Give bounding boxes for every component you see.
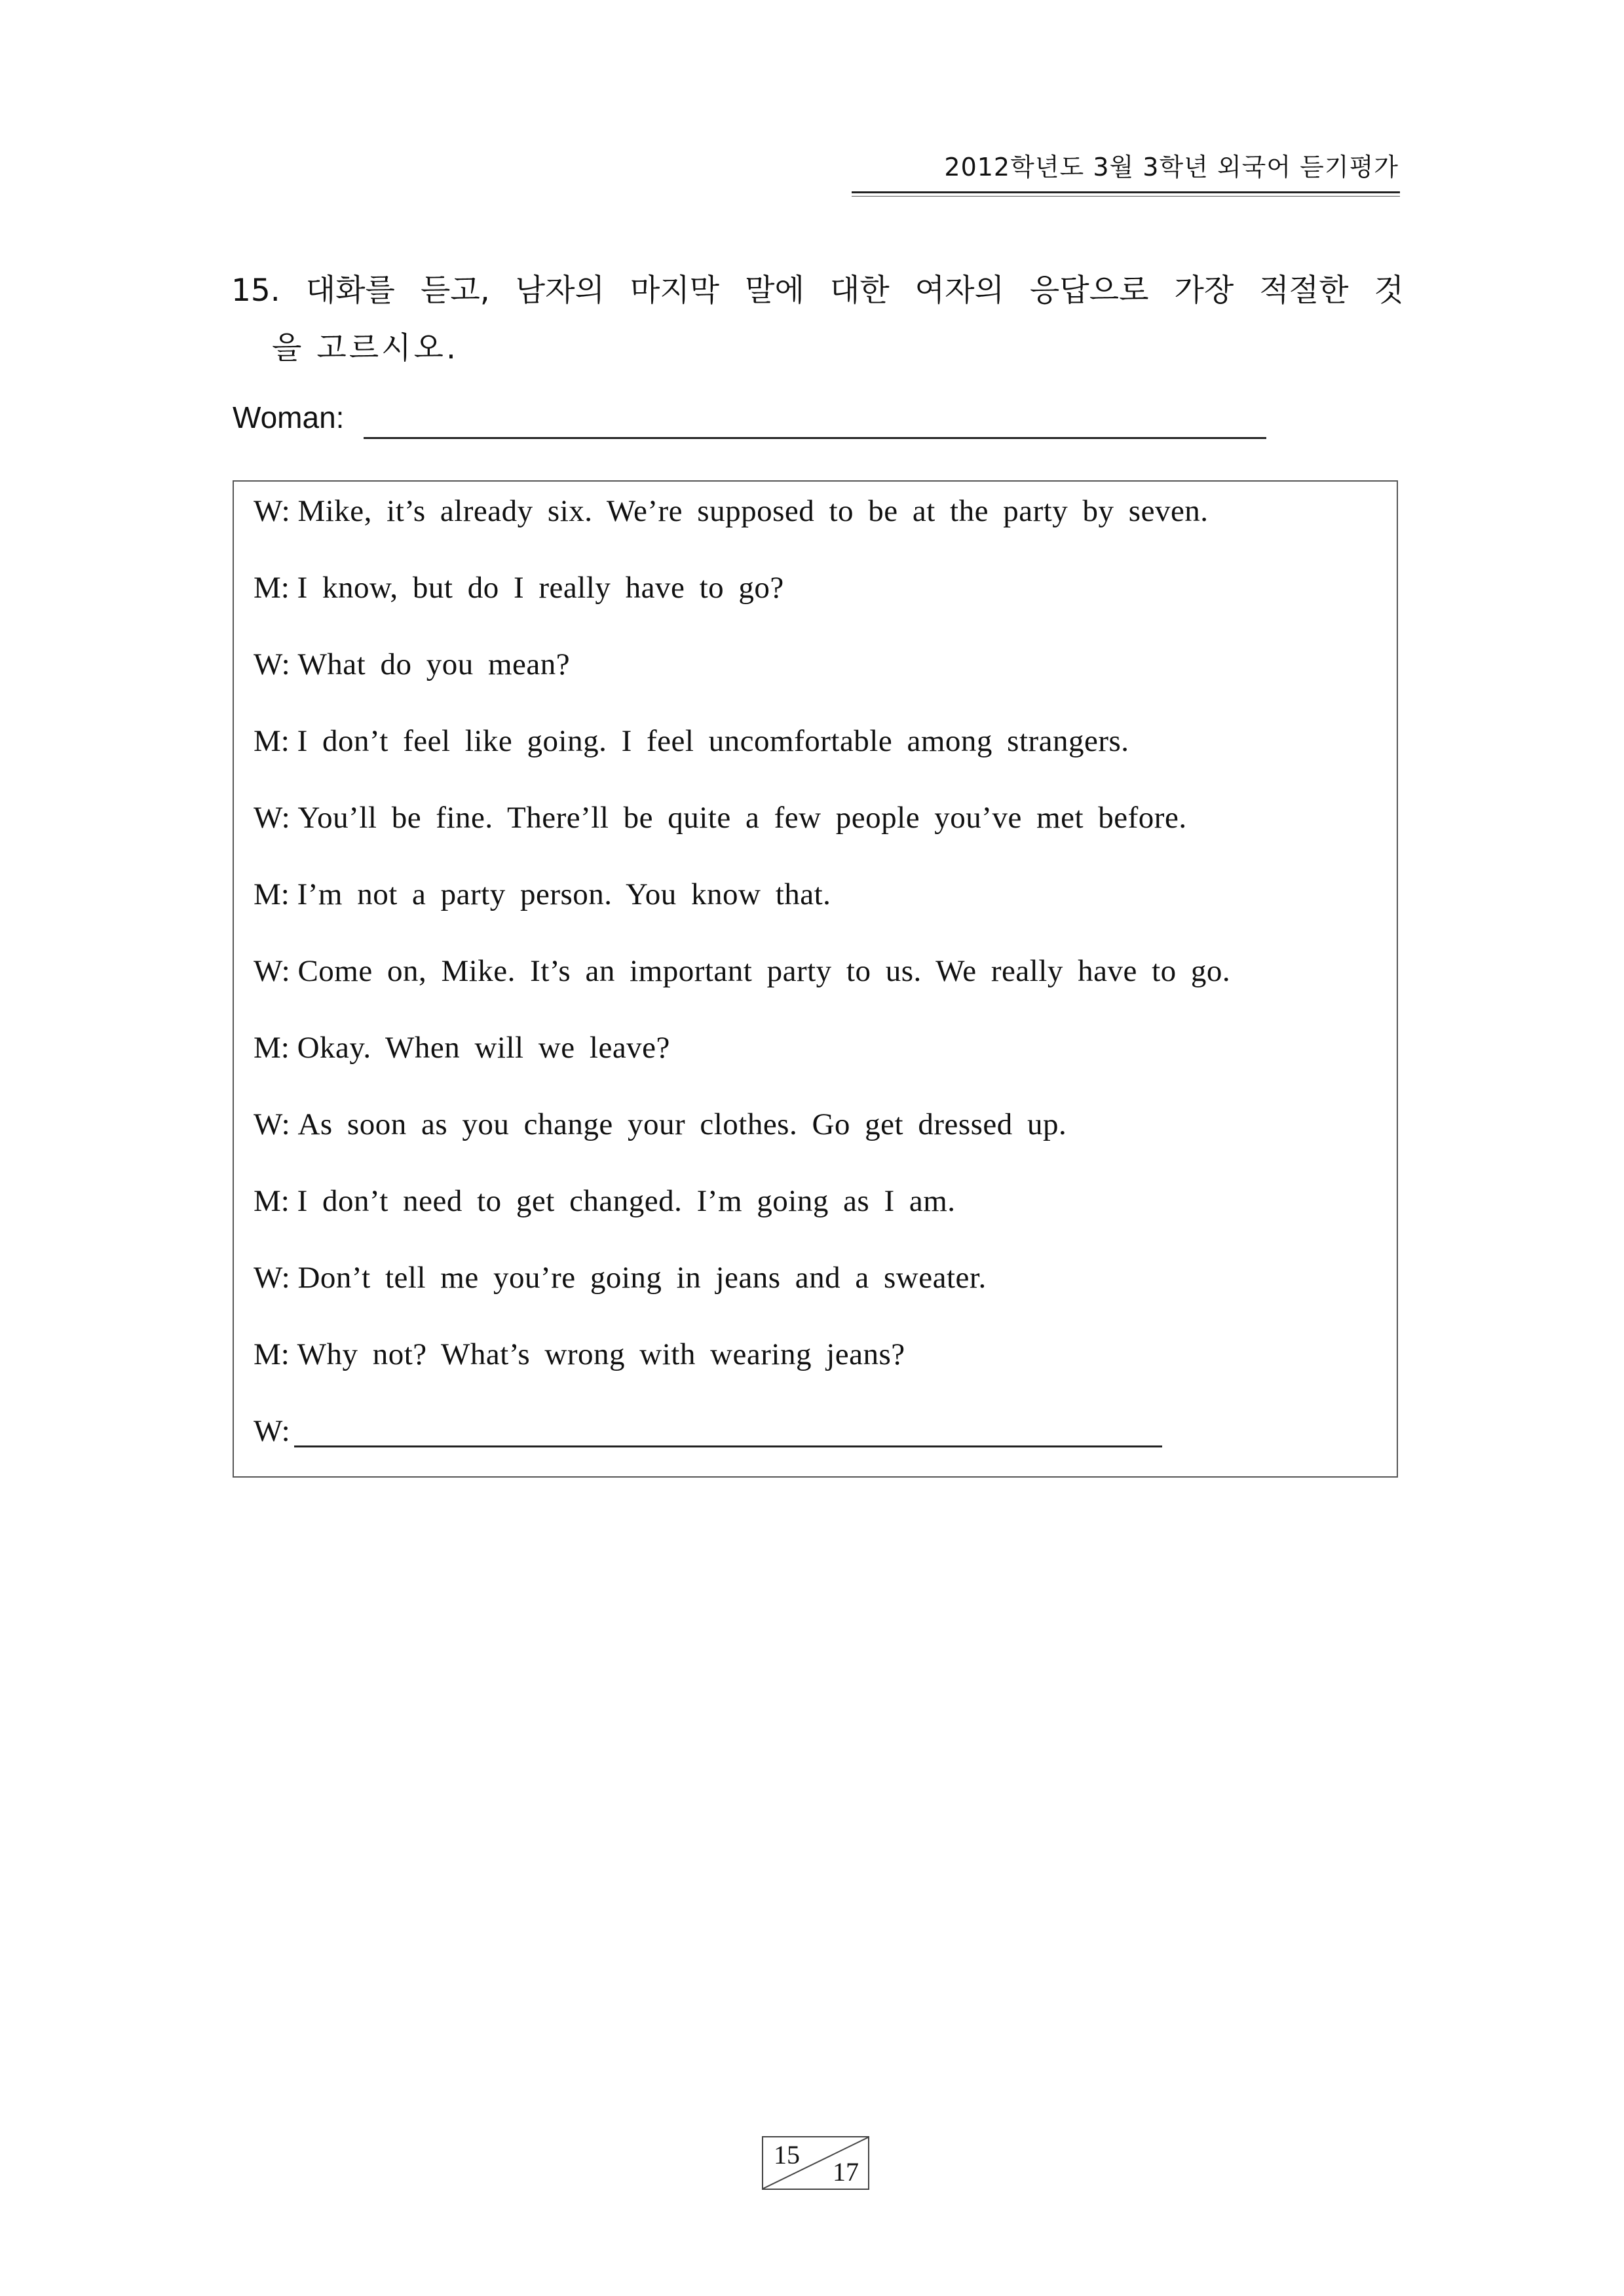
dialogue-text: Come on, Mike. It’s an important party to us. We really have to go. <box>297 954 1231 988</box>
dialogue-text: I know, but do I really have to go? <box>297 571 784 605</box>
question-word: 마지막 <box>630 273 720 309</box>
dialogue-line <box>254 1025 1380 1071</box>
dialogue-line <box>254 565 1380 611</box>
page-total: 17 <box>833 2157 859 2187</box>
dialogue-line <box>254 1178 1380 1224</box>
speaker-label: W: <box>254 1107 290 1141</box>
answer-row <box>233 396 1268 442</box>
dialogue-text: Okay. When will we leave? <box>297 1031 670 1065</box>
dialogue-line <box>254 1101 1380 1147</box>
dialogue-text: Mike, it’s already six. We’re supposed to be at the party by seven. <box>297 494 1209 528</box>
dialogue-text: What do you mean? <box>297 647 571 681</box>
question-word: 대한 <box>829 273 890 309</box>
dialogue-line-final <box>254 1408 1380 1454</box>
question-word: 듣고, <box>420 273 490 309</box>
dialogue-line <box>254 718 1380 764</box>
speaker-label: W: <box>254 1414 290 1448</box>
response-blank-line <box>294 1445 1162 1447</box>
question-block <box>231 262 1404 377</box>
speaker-label: M: <box>254 1184 290 1218</box>
question-word: 것 <box>1374 273 1404 309</box>
speaker-label: M: <box>254 571 290 605</box>
dialogue-script-box <box>233 480 1398 1478</box>
dialogue-text: I don’t feel like going. I feel uncomfortable among strangers. <box>297 724 1129 758</box>
speaker-label: W: <box>254 801 290 835</box>
dialogue-text: You’ll be fine. There’ll be quite a few people you’ve met before. <box>297 801 1187 835</box>
speaker-label: W: <box>254 954 290 988</box>
header-divider-thin <box>852 196 1400 197</box>
question-number: 15. <box>231 273 280 309</box>
question-word: 가장 <box>1174 273 1234 309</box>
question-word: 말에 <box>745 273 804 309</box>
header-divider <box>852 191 1400 193</box>
dialogue-line <box>254 641 1380 687</box>
page-current: 15 <box>774 2140 800 2170</box>
question-line-2: 을 고르시오. <box>272 330 459 366</box>
speaker-label: W: <box>254 1261 290 1295</box>
speaker-label: M: <box>254 877 290 911</box>
speaker-label: M: <box>254 1337 290 1371</box>
answer-blank-line <box>364 437 1266 439</box>
question-line-1 <box>231 262 1404 320</box>
exam-title: 2012학년도 3월 3학년 외국어 듣기평가 <box>944 153 1399 182</box>
speaker-label: M: <box>254 1031 290 1065</box>
dialogue-text: Don’t tell me you’re going in jeans and a sweater. <box>297 1261 987 1295</box>
dialogue-line <box>254 795 1380 841</box>
dialogue-line <box>254 871 1380 917</box>
dialogue-line <box>254 1255 1380 1301</box>
dialogue-text: I don’t need to get changed. I’m going as I am. <box>297 1184 956 1218</box>
question-word: 대화를 <box>305 273 395 309</box>
dialogue-line <box>254 1331 1380 1377</box>
dialogue-text: I’m not a party person. You know that. <box>297 877 831 911</box>
dialogue-text: As soon as you change your clothes. Go get dressed up. <box>297 1107 1067 1141</box>
page-number-box <box>762 2136 869 2190</box>
question-word: 남자의 <box>515 273 605 309</box>
question-word: 적절한 <box>1259 273 1349 309</box>
question-word: 여자의 <box>915 273 1004 309</box>
answer-label: Woman: <box>233 400 345 434</box>
dialogue-line <box>254 488 1380 534</box>
dialogue-line <box>254 948 1380 994</box>
speaker-label: M: <box>254 724 290 758</box>
speaker-label: W: <box>254 647 290 681</box>
dialogue-text: Why not? What’s wrong with wearing jeans? <box>297 1337 905 1371</box>
question-word: 응답으로 <box>1029 273 1149 309</box>
speaker-label: W: <box>254 494 290 528</box>
